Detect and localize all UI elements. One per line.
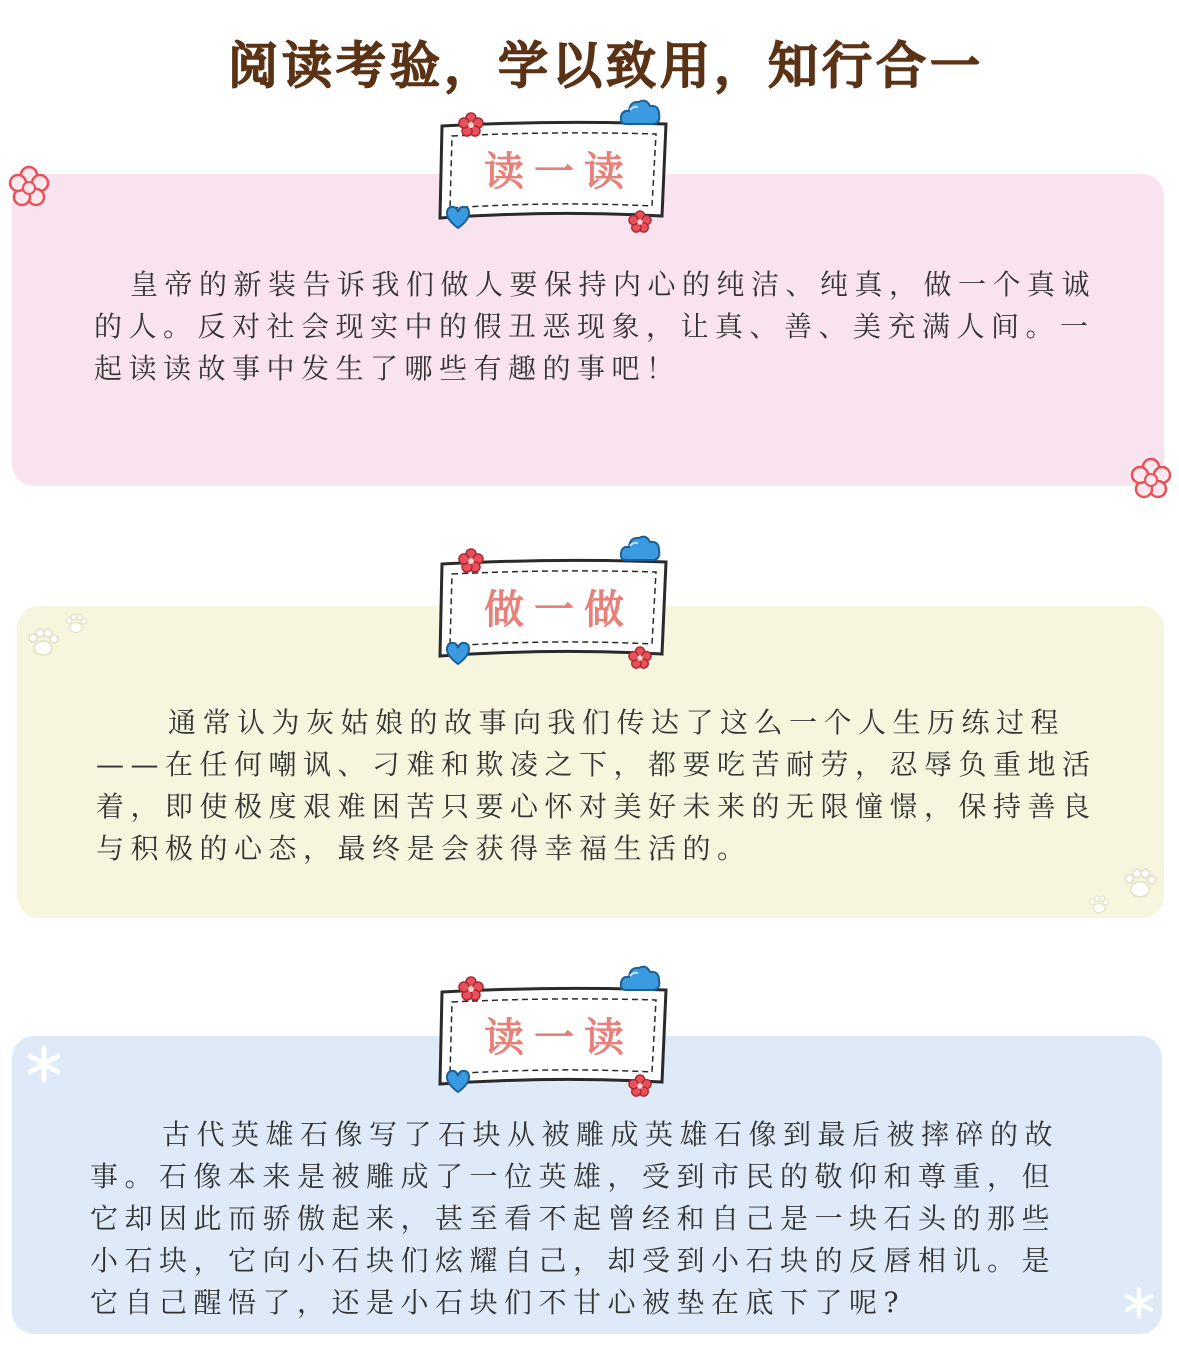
flower-icon bbox=[1128, 456, 1174, 502]
section-label-text: 读一读 bbox=[484, 1015, 634, 1061]
paw-icon bbox=[1122, 866, 1158, 902]
heart-icon bbox=[444, 204, 472, 230]
section-label-text: 做一做 bbox=[484, 587, 634, 633]
flower-icon bbox=[628, 1074, 652, 1098]
page-title: 阅读考验，学以致用，知行合一 bbox=[228, 37, 984, 95]
flower-icon bbox=[6, 164, 52, 210]
paw-icon bbox=[64, 612, 88, 636]
section-text-read-1: 皇帝的新装告诉我们做人要保持内心的纯洁、纯真，做一个真诚的人。反对社会现实中的假丑恶现象，让真、善、美充满人间。一起读读故事中发生了哪些有趣的事吧！ bbox=[94, 268, 1097, 385]
flower-icon bbox=[628, 646, 652, 670]
flower-icon bbox=[458, 976, 484, 1002]
section-label-text: 读一读 bbox=[484, 149, 634, 195]
paw-icon bbox=[26, 626, 60, 660]
paw-icon bbox=[1088, 894, 1110, 916]
flower-icon bbox=[458, 112, 484, 138]
cloud-icon bbox=[618, 962, 662, 994]
cloud-icon bbox=[618, 96, 662, 128]
flower-icon bbox=[458, 548, 484, 574]
heart-icon bbox=[444, 1068, 472, 1094]
flower-icon bbox=[628, 210, 652, 234]
snowflake-icon bbox=[1122, 1286, 1156, 1320]
snowflake-icon bbox=[24, 1044, 64, 1084]
heart-icon bbox=[444, 640, 472, 666]
section-text-read-2: 古代英雄石像写了石块从被雕成英雄石像到最后被摔碎的故事。石像本来是被雕成了一位英雄，受到市民的敬仰和尊重，但它却因此而骄傲起来，甚至看不起曾经和自己是一块石头的那些小石块，它向小石块们炫耀自己，却受到小石块的反唇相讥。是它自己醒悟了，还是小石块们不甘心被垫在底下了呢? bbox=[90, 1118, 1060, 1319]
cloud-icon bbox=[618, 532, 662, 564]
section-text-do: 通常认为灰姑娘的故事向我们传达了这么一个人生历练过程——在任何嘲讽、刁难和欺凌之下，都要吃苦耐劳，忍辱负重地活着，即使极度艰难困苦只要心怀对美好未来的无限憧憬，保持善良与积极的心态，最终是会获得幸福生活的。 bbox=[96, 706, 1097, 865]
